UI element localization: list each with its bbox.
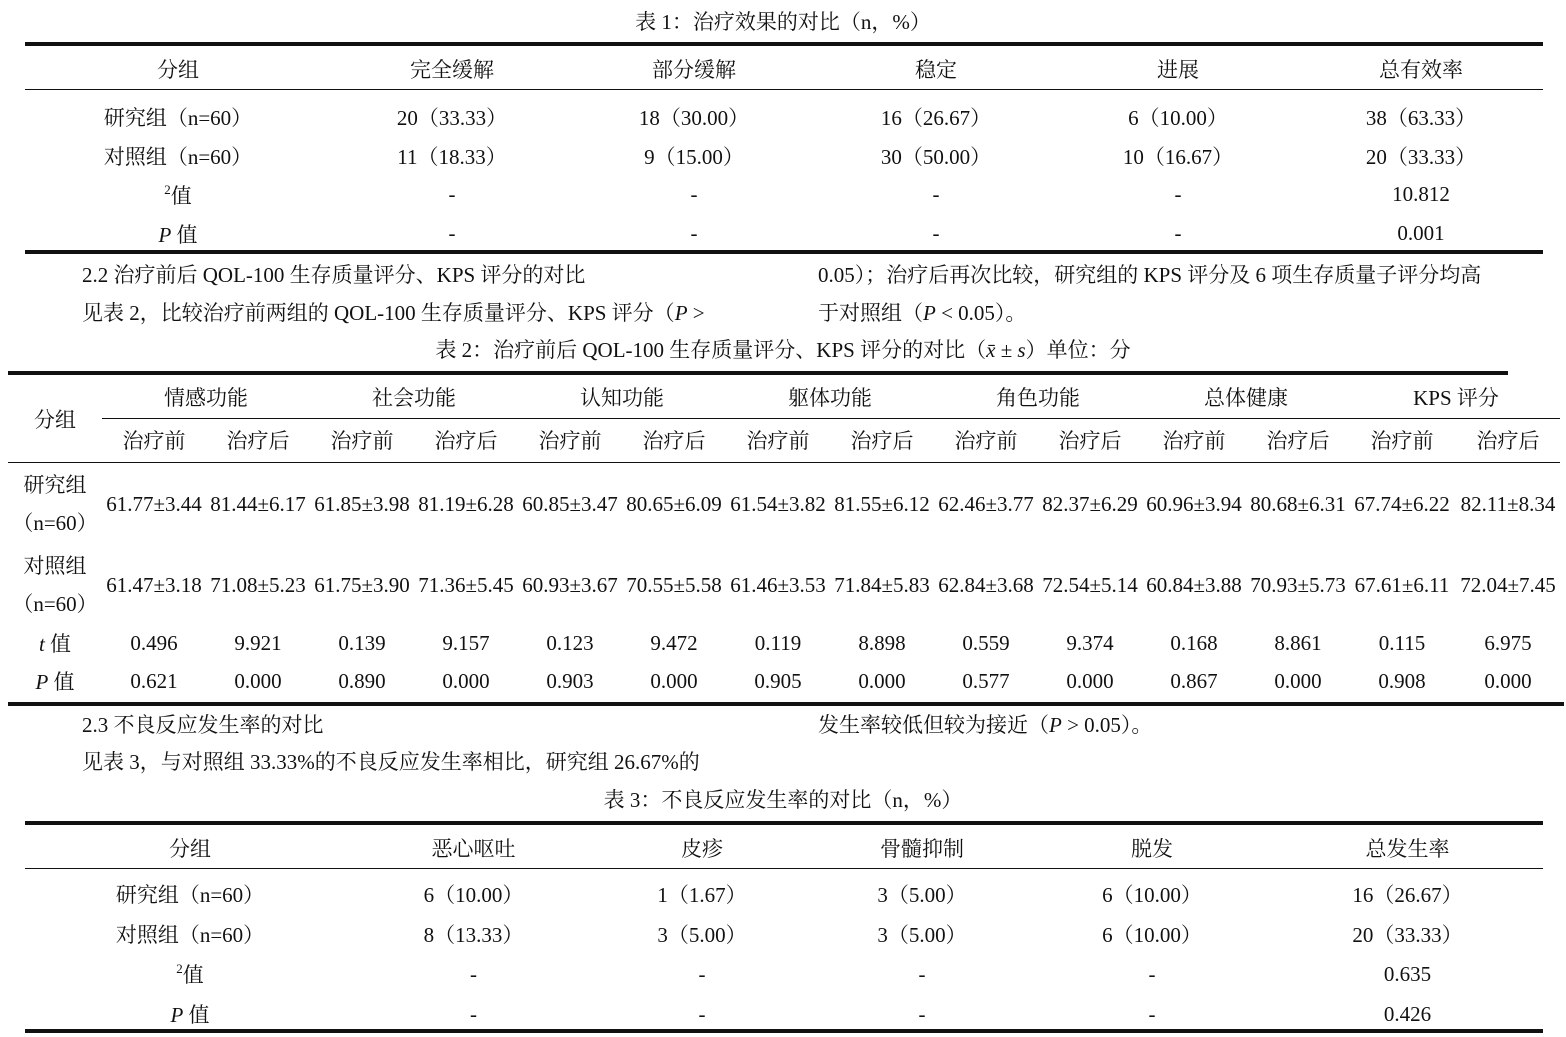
table1-caption: 表 1：治疗效果的对比（n，%）	[635, 10, 931, 34]
table1-cell: 研究组（n=60）	[103, 105, 253, 130]
table2-subheader: 治疗后	[1476, 429, 1540, 453]
table3-top-rule	[25, 821, 1543, 825]
table2-subheader: 治疗后	[642, 429, 706, 453]
table3-cell: 6（10.00）	[1102, 923, 1202, 947]
table3-cell: -	[698, 1001, 706, 1026]
table2-cell: 70.93±5.73	[1250, 572, 1346, 597]
table2-cell: 60.84±3.88	[1146, 572, 1242, 597]
table2-subheader: 治疗后	[434, 429, 498, 453]
table2-cell: 81.44±6.17	[210, 491, 306, 516]
paragraph-text: > 0.05）。	[1061, 713, 1153, 737]
group-n: （n=60）	[12, 511, 98, 535]
table1-header-cell: 总有效率	[1379, 57, 1463, 82]
table1-cell: -	[448, 182, 456, 206]
table3-header-cell: 分组	[169, 836, 211, 861]
table1-cell: 20（33.33）	[396, 105, 508, 130]
section-2-3-heading: 2.3 不良反应发生率的对比	[82, 713, 324, 737]
paragraph-text: 见表 2，比较治疗前两组的 QOL-100 生存质量评分、KPS 评分（	[82, 301, 675, 325]
table3-cell: 对照组（n=60）	[115, 923, 265, 947]
table2-cell: 6.975	[1484, 630, 1532, 655]
table3-header-cell: 总发生率	[1365, 836, 1450, 861]
table1-cell: -	[1174, 182, 1182, 206]
caption-text: 表 2：治疗前后 QOL-100 生存质量评分、KPS 评分的对比（	[435, 338, 987, 362]
table1-header-cell: 稳定	[915, 57, 957, 82]
table2-cell: 71.36±5.45	[418, 572, 514, 597]
table2-cell: 60.96±3.94	[1146, 491, 1242, 516]
table2-cell: 67.74±6.22	[1354, 491, 1450, 516]
table2-cell: 0.123	[546, 630, 594, 655]
table2-cell: 81.55±6.12	[834, 491, 930, 516]
table1-cell: 9（15.00）	[644, 144, 744, 169]
table2-cell: 71.84±5.83	[834, 572, 930, 597]
table2	[8, 376, 1562, 700]
table1-cell: 6（10.00）	[1128, 105, 1228, 130]
table1-cell: 11（18.33）	[397, 144, 507, 169]
p-symbol: P	[674, 301, 688, 325]
table3-cell: -	[1148, 961, 1156, 986]
section-2-3-left-line: 见表 3，与对照组 33.33%的不良反应发生率相比，研究组 26.67%的	[82, 750, 700, 774]
table2-cell: 61.47±3.18	[106, 572, 202, 597]
table-row	[8, 546, 1562, 624]
p-label-text: 值	[176, 222, 198, 247]
table1-header-cell: 进展	[1157, 57, 1199, 82]
table2-category-header: 总体健康	[1204, 386, 1288, 410]
table2-cell: 9.921	[234, 630, 282, 655]
table3-cell: 研究组（n=60）	[115, 883, 265, 907]
table2-cell: 0.168	[1170, 630, 1218, 655]
table2-cell: 9.157	[442, 630, 490, 655]
table-row	[25, 214, 1543, 253]
table3-cell: -	[470, 961, 477, 986]
table1-cell: -	[1174, 221, 1182, 245]
table3-cell: 1（1.67）	[657, 883, 747, 907]
section-2-3-right-line	[818, 712, 1152, 738]
table2-cell: 8.898	[858, 630, 906, 655]
p-symbol: P	[923, 301, 936, 325]
table2-cell: 0.496	[130, 630, 178, 655]
table2-subheader: 治疗前	[538, 429, 602, 453]
table2-group-label	[8, 462, 102, 546]
table2-cell: 0.621	[130, 668, 178, 693]
table3-cell: 20（33.33）	[1352, 923, 1463, 947]
table-row	[8, 662, 1562, 700]
table2-t-label	[8, 624, 102, 662]
group-name: 研究组	[23, 473, 87, 497]
p-symbol: P	[35, 670, 49, 694]
table3-cell: -	[470, 1001, 477, 1026]
table3-cell: 16（26.67）	[1352, 883, 1463, 907]
table3-header-cell: 恶心呕吐	[431, 836, 516, 861]
table2-subheader: 治疗前	[954, 429, 1018, 453]
table3-cell: -	[1148, 1001, 1156, 1026]
table1-cell: 0.001	[1397, 221, 1445, 245]
table2-cell: 0.119	[754, 630, 802, 655]
section-2-2-right-line	[818, 300, 1026, 326]
table1-cell: 10.812	[1392, 182, 1450, 206]
table1-cell: -	[690, 182, 698, 206]
chi-superscript: 2	[164, 181, 171, 197]
table2-subheader: 治疗后	[1266, 429, 1330, 453]
table2-cell: 0.000	[1484, 668, 1532, 693]
table2-cell: 9.472	[650, 630, 698, 655]
table2-category-header: 情感功能	[164, 386, 248, 410]
chi-label-text: 值	[182, 963, 204, 987]
table2-top-rule	[8, 371, 1508, 375]
group-name: 对照组	[23, 554, 87, 578]
table2-cell: 81.19±6.28	[418, 491, 514, 516]
t-label-text: 值	[50, 632, 72, 656]
table-row	[25, 994, 1543, 1034]
table2-cell: 0.908	[1378, 668, 1426, 693]
table-row	[25, 868, 1543, 914]
section-2-2-left-line	[82, 300, 705, 326]
table1-cell: -	[448, 221, 456, 245]
table2-cell: 9.374	[1066, 630, 1114, 655]
table2-cell: 60.93±3.67	[522, 572, 618, 597]
table2-cell: 62.46±3.77	[938, 491, 1034, 516]
table2-cell: 0.867	[1170, 668, 1218, 693]
table3-chi-label	[25, 954, 355, 994]
table1-cell: 30（50.00）	[880, 144, 992, 169]
table2-cell: 0.000	[1066, 668, 1114, 693]
table3-cell: -	[698, 961, 706, 986]
table2-cell: 0.000	[442, 668, 490, 693]
table2-cell: 61.54±3.82	[730, 491, 826, 516]
p-label-text: 值	[53, 670, 75, 694]
table2-cell: 82.11±8.34	[1460, 491, 1556, 516]
table3-cell: -	[918, 1001, 926, 1026]
table2-cell: 61.46±3.53	[730, 572, 826, 597]
p-symbol: P	[170, 1003, 184, 1027]
caption-text: ）单位：分	[1025, 338, 1131, 362]
table3-header-cell: 骨髓抑制	[880, 836, 964, 861]
table2-subheader: 治疗前	[746, 429, 810, 453]
table1-cell: 20（33.33）	[1365, 144, 1477, 169]
table2-cell: 71.08±5.23	[210, 572, 306, 597]
table1-cell: 10（16.67）	[1122, 144, 1234, 169]
table2-subheader: 治疗后	[1058, 429, 1122, 453]
chi-label-text: 值	[170, 183, 192, 208]
table3-p-label	[25, 994, 355, 1034]
table-row	[25, 914, 1543, 954]
table3-cell: -	[918, 961, 926, 986]
paragraph-text: >	[687, 301, 705, 325]
table1-top-rule	[25, 42, 1543, 46]
table3-cell: 6（10.00）	[1102, 883, 1202, 907]
section-2-2-right-line: 0.05）；治疗后再次比较，研究组的 KPS 评分及 6 项生存质量子评分均高	[818, 263, 1482, 287]
table1-cell: 18（30.00）	[638, 105, 750, 130]
table3-cell: 8（13.33）	[423, 923, 524, 947]
table1-cell: -	[932, 182, 940, 206]
table2-subheader: 治疗前	[330, 429, 394, 453]
table2-cell: 0.000	[1274, 668, 1322, 693]
table2-category-header: 角色功能	[996, 386, 1080, 410]
table2-cell: 67.61±6.11	[1354, 572, 1450, 597]
table3-header-cell: 脱发	[1131, 836, 1173, 861]
table-row	[8, 624, 1562, 662]
table-row	[25, 954, 1543, 994]
table-row	[25, 175, 1543, 214]
table2-category-row	[8, 376, 1562, 418]
table2-cell: 0.905	[754, 668, 802, 693]
table2-group-label	[8, 546, 102, 624]
table2-subheader-row	[8, 418, 1562, 462]
p-label-text: 值	[188, 1003, 210, 1027]
t-symbol: t	[38, 632, 45, 656]
table2-cell: 0.000	[650, 668, 698, 693]
table1-header-cell: 完全缓解	[410, 57, 494, 82]
table2-bottom-rule	[8, 702, 1564, 706]
table1-header-cell: 分组	[157, 57, 199, 82]
table3-cell: 3（5.00）	[657, 923, 747, 947]
table2-cell: 72.54±5.14	[1042, 572, 1138, 597]
table2-group-header: 分组	[34, 408, 76, 432]
table3-cell: 6（10.00）	[423, 883, 524, 907]
table2-category-header: KPS 评分	[1413, 386, 1499, 410]
table3-cell: 0.426	[1383, 1001, 1432, 1026]
paragraph-text: 于对照组（	[818, 301, 923, 325]
table3-cell: 3（5.00）	[877, 883, 967, 907]
table2-cell: 80.65±6.09	[626, 491, 722, 516]
table3-cell: 3（5.00）	[877, 923, 967, 947]
table2-category-header: 认知功能	[580, 386, 664, 410]
table2-cell: 60.85±3.47	[522, 491, 618, 516]
table2-cell: 0.000	[858, 668, 906, 693]
table2-caption	[0, 337, 1566, 363]
table2-subheader: 治疗前	[1370, 429, 1434, 453]
table2-cell: 0.115	[1378, 630, 1426, 655]
table2-cell: 61.85±3.98	[314, 491, 410, 516]
table1-header-row	[25, 48, 1543, 89]
section-2-2-heading: 2.2 治疗前后 QOL-100 生存质量评分、KPS 评分的对比	[82, 263, 586, 287]
table2-cell: 80.68±6.31	[1250, 491, 1346, 516]
table3-caption: 表 3：不良反应发生率的对比（n，%）	[603, 788, 963, 812]
table1	[25, 48, 1543, 253]
table-row	[25, 136, 1543, 175]
table2-cell: 0.000	[234, 668, 282, 693]
table2-cell: 0.577	[962, 668, 1010, 693]
table2-subheader: 治疗后	[226, 429, 290, 453]
p-symbol: P	[158, 222, 172, 247]
table1-cell: -	[690, 221, 698, 245]
mean-sd-formula: x̄ ± s	[986, 338, 1026, 362]
table2-cell: 0.903	[546, 668, 594, 693]
paragraph-text: 发生率较低但较为接近（	[818, 713, 1049, 737]
table3-header-cell: 皮疹	[681, 836, 723, 861]
table-row	[25, 89, 1543, 136]
table2-cell: 62.84±3.68	[938, 572, 1034, 597]
group-n: （n=60）	[12, 592, 98, 616]
table3	[25, 827, 1543, 1034]
table2-cell: 72.04±7.45	[1460, 572, 1556, 597]
table2-cell: 82.37±6.29	[1042, 491, 1138, 516]
table2-cell: 0.890	[338, 668, 386, 693]
table1-cell: 38（63.33）	[1365, 105, 1477, 130]
table2-subheader: 治疗前	[122, 429, 186, 453]
p-symbol: P	[1049, 713, 1062, 737]
table2-cell: 61.75±3.90	[314, 572, 410, 597]
table2-p-label	[8, 662, 102, 700]
table2-category-header: 躯体功能	[788, 386, 872, 410]
table1-p-label	[25, 214, 331, 253]
table3-header-row	[25, 827, 1543, 868]
table2-subheader: 治疗后	[850, 429, 914, 453]
table1-cell: 16（26.67）	[880, 105, 992, 130]
table2-cell: 8.861	[1274, 630, 1322, 655]
table1-chi-label	[25, 175, 331, 214]
table2-cell: 61.77±3.44	[106, 491, 202, 516]
table2-cell: 70.55±5.58	[626, 572, 722, 597]
chi-superscript: 2	[176, 961, 183, 976]
table2-cell: 0.559	[962, 630, 1010, 655]
table3-cell: 0.635	[1383, 961, 1432, 986]
table-row	[8, 462, 1562, 546]
table2-category-header: 社会功能	[372, 386, 456, 410]
paragraph-text: < 0.05）。	[935, 301, 1027, 325]
table1-cell: 对照组（n=60）	[103, 144, 253, 169]
table1-header-cell: 部分缓解	[652, 57, 736, 82]
table1-cell: -	[932, 221, 940, 245]
table2-cell: 0.139	[338, 630, 386, 655]
table2-subheader: 治疗前	[1162, 429, 1226, 453]
